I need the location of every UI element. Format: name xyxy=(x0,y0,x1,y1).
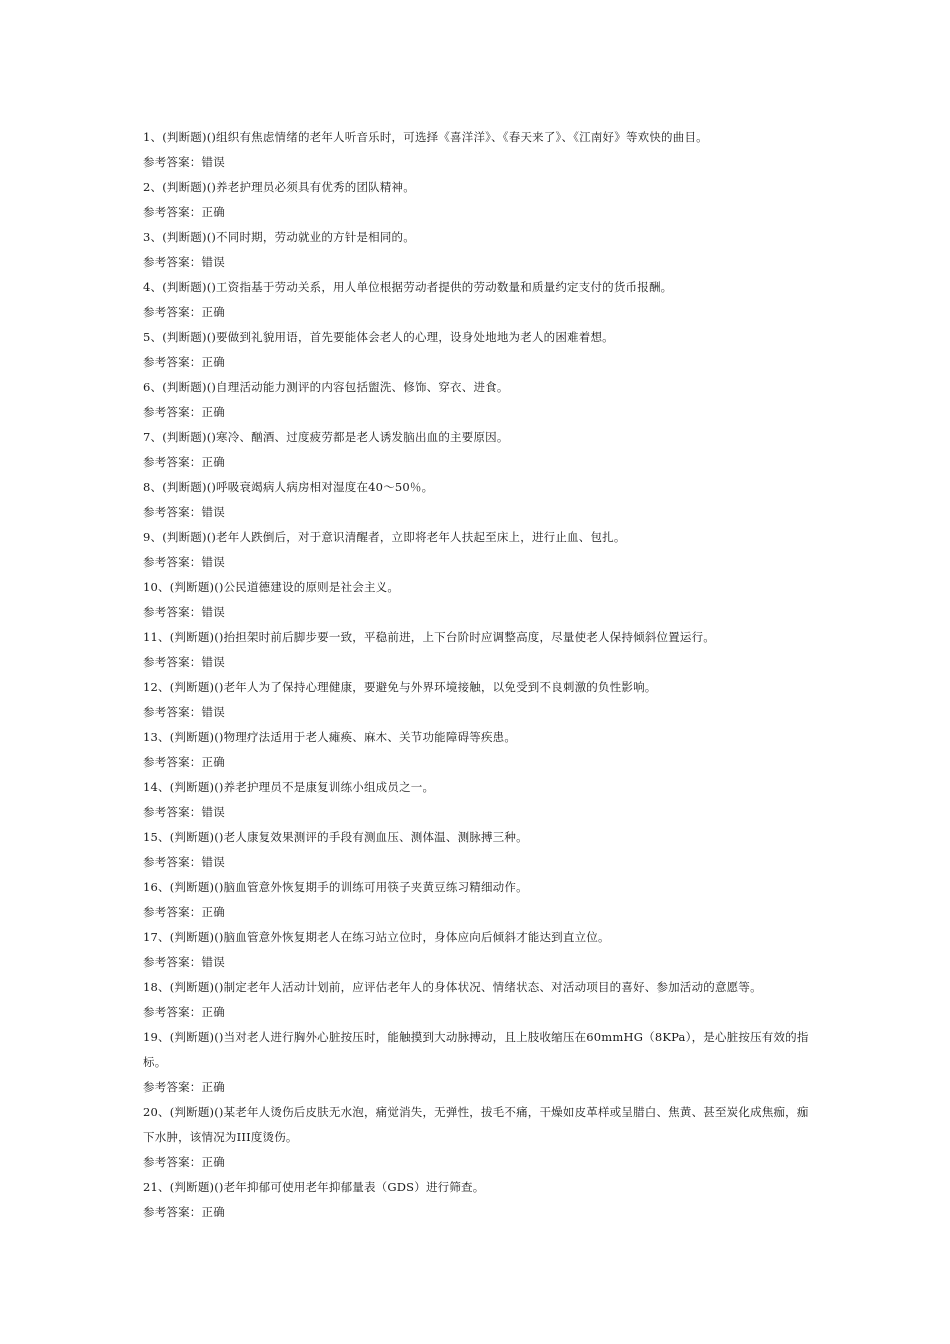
answer-text: 参考答案：错误 xyxy=(143,805,225,819)
question-item xyxy=(143,925,813,975)
answer-text: 参考答案：正确 xyxy=(143,405,225,419)
question-text: 11、(判断题)()抬担架时前后脚步要一致，平稳前进，上下台阶时应调整高度，尽量使老人保持倾斜位置运行。 xyxy=(143,630,715,644)
question-item xyxy=(143,1025,813,1100)
question-item xyxy=(143,625,813,675)
question-text: 13、(判断题)()物理疗法适用于老人瘫痪、麻木、关节功能障碍等疾患。 xyxy=(143,730,517,744)
question-text: 21、(判断题)()老年抑郁可使用老年抑郁量表（GDS）进行筛查。 xyxy=(143,1180,485,1194)
answer-text: 参考答案：错误 xyxy=(143,605,225,619)
answer-text: 参考答案：错误 xyxy=(143,155,225,169)
answer-text: 参考答案：正确 xyxy=(143,305,225,319)
question-item xyxy=(143,225,813,275)
question-item xyxy=(143,275,813,325)
answer-text: 参考答案：正确 xyxy=(143,1005,225,1019)
answer-text: 参考答案：正确 xyxy=(143,1080,225,1094)
question-item xyxy=(143,375,813,425)
answer-text: 参考答案：错误 xyxy=(143,505,225,519)
answer-text: 参考答案：错误 xyxy=(143,855,225,869)
question-text: 16、(判断题)()脑血管意外恢复期手的训练可用筷子夹黄豆练习精细动作。 xyxy=(143,880,528,894)
question-text: 4、(判断题)()工资指基于劳动关系，用人单位根据劳动者提供的劳动数量和质量约定支付的货币报酬。 xyxy=(143,280,673,294)
answer-text: 参考答案：正确 xyxy=(143,205,225,219)
answer-text: 参考答案：错误 xyxy=(143,255,225,269)
question-list xyxy=(143,125,813,1225)
question-text: 18、(判断题)()制定老年人活动计划前，应评估老年人的身体状况、情绪状态、对活动项目的喜好、参加活动的意愿等。 xyxy=(143,980,762,994)
question-text: 12、(判断题)()老年人为了保持心理健康，要避免与外界环境接触，以免受到不良刺激的负性影响。 xyxy=(143,680,657,694)
question-item xyxy=(143,1175,813,1225)
question-item xyxy=(143,475,813,525)
question-text: 20、(判断题)()某老年人烫伤后皮肤无水泡，痛觉消失，无弹性，拔毛不痛，干燥如皮革样或呈腊白、焦黄、甚至炭化成焦痂，痂下水肿，该情况为III度烫伤。 xyxy=(143,1105,809,1144)
question-item xyxy=(143,575,813,625)
question-item xyxy=(143,775,813,825)
question-text: 14、(判断题)()养老护理员不是康复训练小组成员之一。 xyxy=(143,780,435,794)
question-item xyxy=(143,975,813,1025)
answer-text: 参考答案：正确 xyxy=(143,1205,225,1219)
question-item xyxy=(143,725,813,775)
question-item xyxy=(143,125,813,175)
question-item xyxy=(143,675,813,725)
question-text: 10、(判断题)()公民道德建设的原则是社会主义。 xyxy=(143,580,400,594)
answer-text: 参考答案：正确 xyxy=(143,1155,225,1169)
question-text: 17、(判断题)()脑血管意外恢复期老人在练习站立位时，身体应向后倾斜才能达到直立位。 xyxy=(143,930,610,944)
answer-text: 参考答案：错误 xyxy=(143,955,225,969)
question-item xyxy=(143,825,813,875)
question-text: 3、(判断题)()不同时期，劳动就业的方针是相同的。 xyxy=(143,230,415,244)
question-text: 15、(判断题)()老人康复效果测评的手段有测血压、测体温、测脉搏三种。 xyxy=(143,830,528,844)
question-text: 7、(判断题)()寒冷、酗酒、过度疲劳都是老人诱发脑出血的主要原因。 xyxy=(143,430,509,444)
question-text: 9、(判断题)()老年人跌倒后，对于意识清醒者，立即将老年人扶起至床上，进行止血、包扎。 xyxy=(143,530,626,544)
question-item xyxy=(143,325,813,375)
question-item xyxy=(143,875,813,925)
answer-text: 参考答案：错误 xyxy=(143,705,225,719)
answer-text: 参考答案：正确 xyxy=(143,455,225,469)
question-item xyxy=(143,175,813,225)
question-text: 8、(判断题)()呼吸衰竭病人病房相对湿度在40～50％。 xyxy=(143,480,434,494)
answer-text: 参考答案：正确 xyxy=(143,755,225,769)
question-text: 2、(判断题)()养老护理员必须具有优秀的团队精神。 xyxy=(143,180,415,194)
answer-text: 参考答案：错误 xyxy=(143,555,225,569)
answer-text: 参考答案：正确 xyxy=(143,355,225,369)
answer-text: 参考答案：错误 xyxy=(143,655,225,669)
question-item xyxy=(143,525,813,575)
question-text: 19、(判断题)()当对老人进行胸外心脏按压时，能触摸到大动脉搏动，且上肢收缩压在60mmHG（8KPa），是心脏按压有效的指标。 xyxy=(143,1030,809,1069)
answer-text: 参考答案：正确 xyxy=(143,905,225,919)
question-text: 6、(判断题)()自理活动能力测评的内容包括盥洗、修饰、穿衣、进食。 xyxy=(143,380,509,394)
question-text: 5、(判断题)()要做到礼貌用语，首先要能体会老人的心理，设身处地地为老人的困难着想。 xyxy=(143,330,614,344)
question-text: 1、(判断题)()组织有焦虑情绪的老年人听音乐时，可选择《喜洋洋》、《春天来了》、《江南好》等欢快的曲目。 xyxy=(143,130,708,144)
question-item xyxy=(143,425,813,475)
question-item xyxy=(143,1100,813,1175)
